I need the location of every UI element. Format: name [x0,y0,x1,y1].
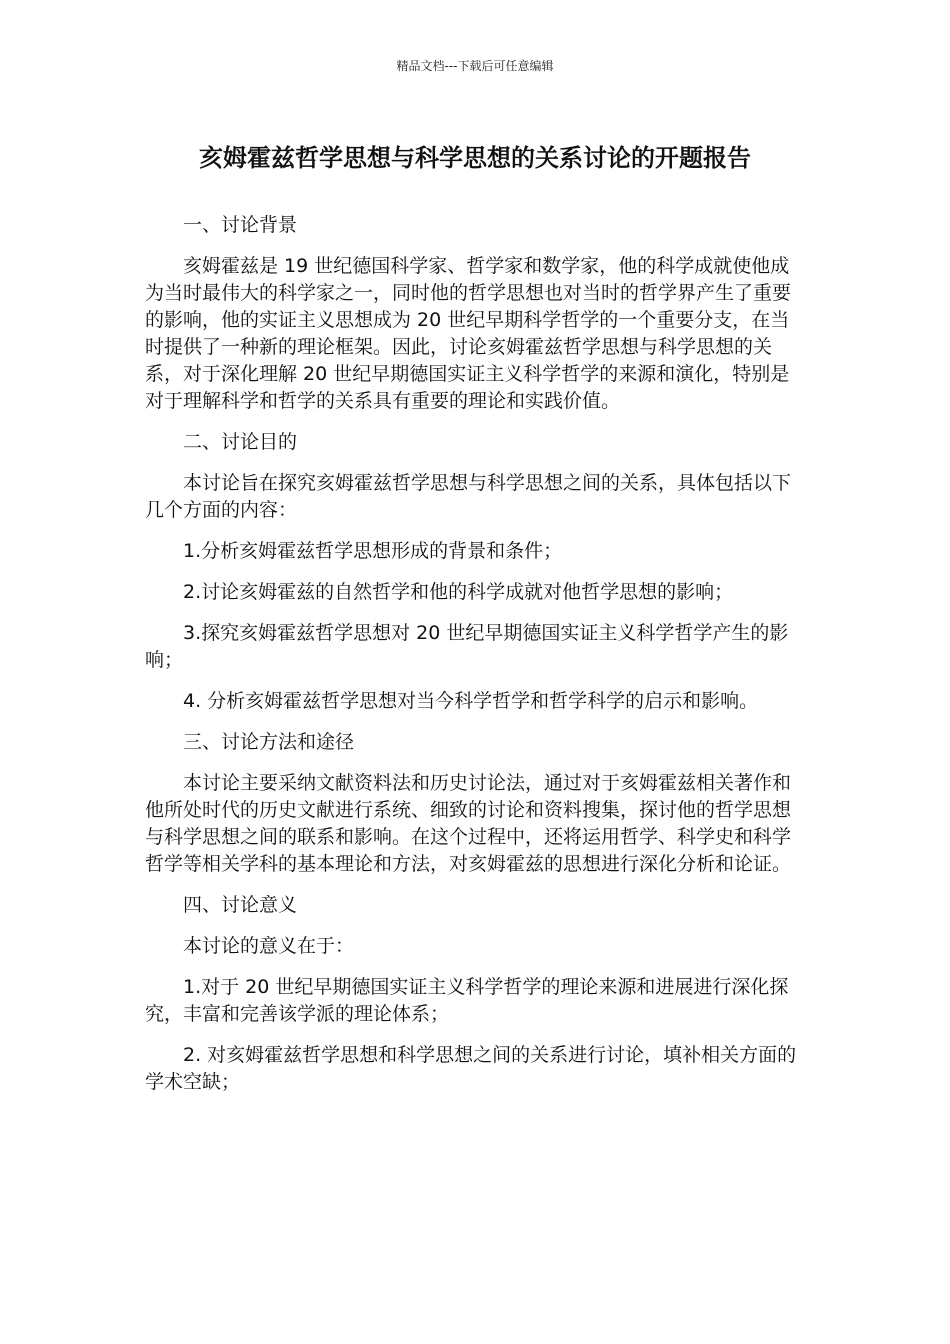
paragraph-purpose: 本讨论旨在探究亥姆霍兹哲学思想与科学思想之间的关系，具体包括以下几个方面的内容： [145,472,792,521]
list-item-significance-2: 2. 对亥姆霍兹哲学思想和科学思想之间的关系进行讨论，填补相关方面的学术空缺； [145,1044,797,1093]
paragraph-background: 亥姆霍兹是 19 世纪德国科学家、哲学家和数学家，他的科学成就使他成为当时最伟大的科学家之一，同时他的哲学思想也对当时的哲学界产生了重要的影响，他的实证主义思想成为 20 世纪早期科学哲学的一个重要分支，在当时提供了一种新的理论框架。因此，讨论亥姆霍兹哲学思想与科学思想的关系，对于深化理解 20 世纪早期德国实证主义科学哲学的来源和演化，特别是对于理解科学和哲学的关系具有重要的理论和实践价值。 [145,255,792,412]
header-note: 精品文档---下载后可任意编辑 [396,59,554,73]
list-item-significance-1: 1.对于 20 世纪早期德国实证主义科学哲学的理论来源和进展进行深化探究，丰富和完善该学派的理论体系； [145,976,789,1025]
list-item-purpose-1: 1.分析亥姆霍兹哲学思想形成的背景和条件； [183,540,563,562]
list-item-purpose-4: 4. 分析亥姆霍兹哲学思想对当今科学哲学和哲学科学的启示和影响。 [183,690,759,712]
section-heading-purpose: 二、讨论目的 [183,431,298,453]
section-heading-background: 一、讨论背景 [183,214,298,236]
paragraph-method: 本讨论主要采纳文献资料法和历史讨论法，通过对于亥姆霍兹相关著作和他所处时代的历史文献进行系统、细致的讨论和资料搜集，探讨他的哲学思想与科学思想之间的联系和影响。在这个过程中，还将运用哲学、科学史和科学哲学等相关学科的基本理论和方法，对亥姆霍兹的思想进行深化分析和论证。 [145,772,792,875]
section-heading-method: 三、讨论方法和途径 [183,731,355,753]
document-body [145,212,807,1110]
list-item-purpose-3: 3.探究亥姆霍兹哲学思想对 20 世纪早期德国实证主义科学哲学产生的影响； [145,622,789,671]
document-title: 亥姆霍兹哲学思想与科学思想的关系讨论的开题报告 [199,144,751,172]
list-item-purpose-2: 2.讨论亥姆霍兹的自然哲学和他的科学成就对他哲学思想的影响； [183,581,734,603]
section-heading-significance: 四、讨论意义 [183,894,298,916]
paragraph-significance: 本讨论的意义在于： [183,935,355,957]
